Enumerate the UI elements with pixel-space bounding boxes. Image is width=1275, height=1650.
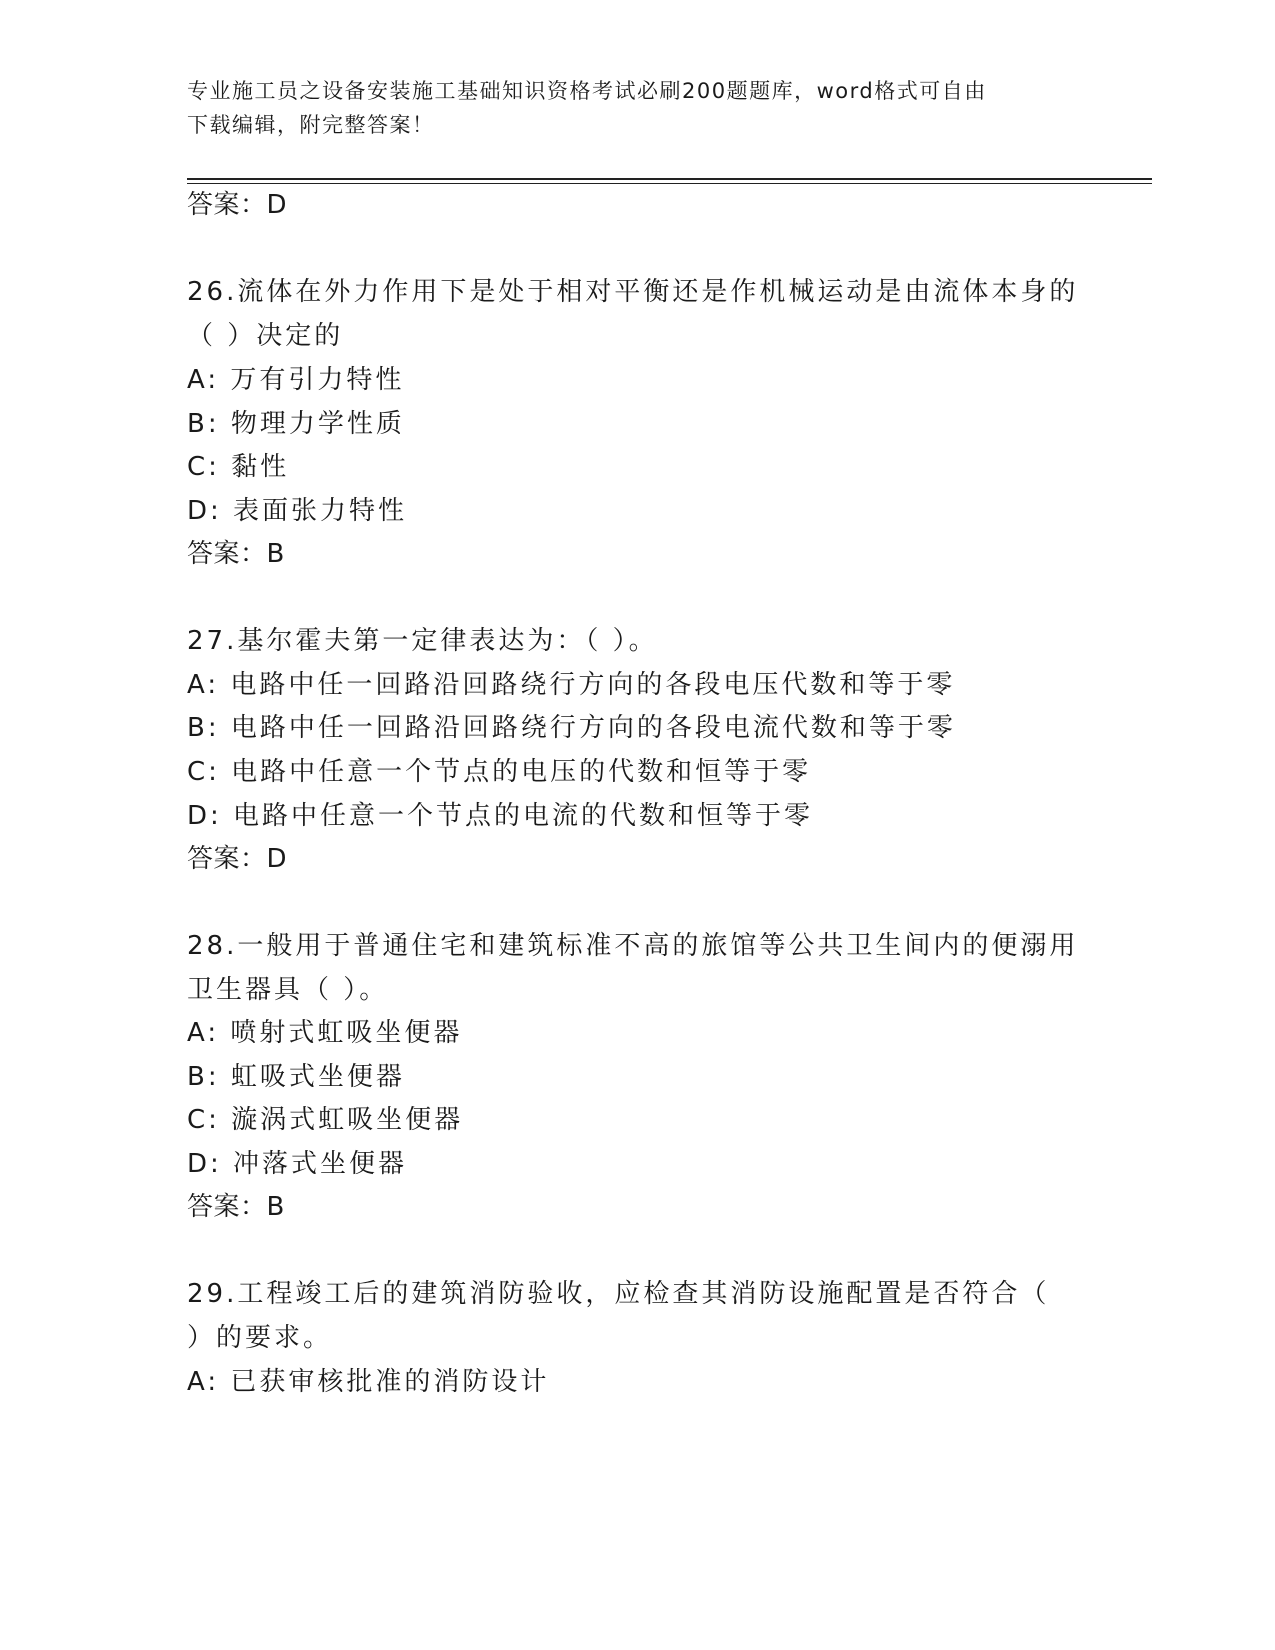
question-stem: 26.流体在外力作用下是处于相对平衡还是作机械运动是由流体本身的 bbox=[187, 277, 1079, 307]
question-stem: 27.基尔霍夫第一定律表达为：（ ）。 bbox=[187, 626, 658, 656]
option-a: A: 已获审核批准的消防设计 bbox=[187, 1367, 550, 1397]
option-c: C: 漩涡式虹吸坐便器 bbox=[187, 1105, 464, 1135]
document-header bbox=[187, 74, 1067, 142]
option-a: A: 电路中任一回路沿回路绕行方向的各段电压代数和等于零 bbox=[187, 670, 956, 700]
header-rule-thick bbox=[187, 178, 1152, 180]
question-stem: （ ）决定的 bbox=[187, 321, 344, 351]
question-stem: ）的要求。 bbox=[187, 1323, 333, 1353]
question-stem: 29.工程竣工后的建筑消防验收，应检查其消防设施配置是否符合（ bbox=[187, 1279, 1050, 1309]
option-d: D: 电路中任意一个节点的电流的代数和恒等于零 bbox=[187, 801, 814, 831]
question-stem: 卫生器具（ ）。 bbox=[187, 975, 389, 1005]
answer-line: 答案：B bbox=[187, 1192, 285, 1222]
option-b: B: 虹吸式坐便器 bbox=[187, 1062, 405, 1092]
option-d: D: 冲落式坐便器 bbox=[187, 1149, 408, 1179]
option-b: B: 电路中任一回路沿回路绕行方向的各段电流代数和等于零 bbox=[187, 713, 956, 743]
option-d: D: 表面张力特性 bbox=[187, 496, 408, 526]
answer-line: 答案：D bbox=[187, 190, 288, 220]
option-c: C: 电路中任意一个节点的电压的代数和恒等于零 bbox=[187, 757, 812, 787]
option-b: B: 物理力学性质 bbox=[187, 409, 405, 439]
header-rule-thin bbox=[187, 183, 1152, 184]
header-line-1: 专业施工员之设备安装施工基础知识资格考试必刷200题题库，word格式可自由 bbox=[187, 79, 987, 103]
option-a: A: 喷射式虹吸坐便器 bbox=[187, 1018, 463, 1048]
question-stem: 28.一般用于普通住宅和建筑标准不高的旅馆等公共卫生间内的便溺用 bbox=[187, 931, 1079, 961]
header-line-2: 下载编辑，附完整答案！ bbox=[187, 113, 435, 137]
answer-line: 答案：B bbox=[187, 539, 285, 569]
option-c: C: 黏性 bbox=[187, 452, 290, 482]
option-a: A: 万有引力特性 bbox=[187, 365, 405, 395]
answer-line: 答案：D bbox=[187, 844, 288, 874]
